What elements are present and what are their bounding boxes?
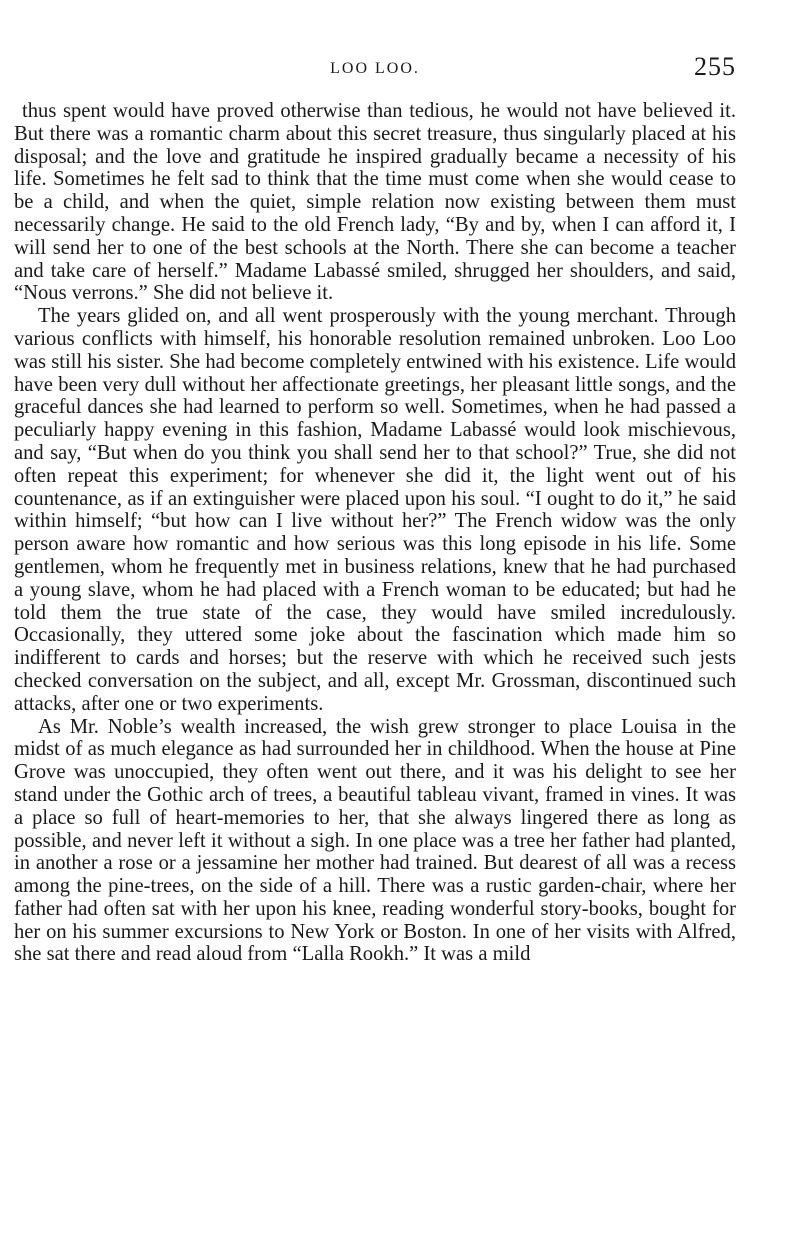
page-number: 255 [694,52,736,81]
running-title: LOO LOO. [330,60,420,77]
paragraph-continued: thus spent would have proved otherwise than tedious, he would not have believed it. But there was a romantic charm about this secret treasure, thus singularly placed at his disposal; and the love and gratitude he inspired gradually became a necessity of his life. Sometimes he felt sad to think that the time must come when she would cease to be a child, and when the quiet, simple relation now existing between them must necessarily change. He said to the old French lady, “By and by, when I can afford it, I will send her to one of the best schools at the North. There she can become a teacher and take care of herself.” Madame Labassé smiled, shrugged her shoulders, and said, “Nous verrons.” She did not believe it. [14,100,736,305]
paragraph: As Mr. Noble’s wealth increased, the wish grew stronger to place Louisa in the midst of as much elegance as had surrounded her in childhood. When the house at Pine Grove was unoccupied, they often went out there, and it was his delight to see her stand under the Gothic arch of trees, a beautiful tableau vivant, framed in vines. It was a place so full of heart-memories to her, that she always lingered there as long as possible, and never left it without a sigh. In one place was a tree her father had planted, in another a rose or a jessamine her mother had trained. But dearest of all was a recess among the pine-trees, on the side of a hill. There was a rustic garden-chair, where her father had often sat with her upon his knee, reading wonderful story-books, bought for her on his summer excursions to New York or Boston. In one of her visits with Alfred, she sat there and read aloud from “Lalla Rookh.” It was a mild [14,715,736,966]
body-text [14,100,736,966]
page-header [14,52,736,88]
paragraph: The years glided on, and all went prosperously with the young merchant. Through various conflicts with himself, his honorable resolution remained unbroken. Loo Loo was still his sister. She had become completely entwined with his existence. Life would have been very dull without her affectionate greetings, her pleasant little songs, and the graceful dances she had learned to perform so well. Sometimes, when he had passed a peculiarly happy evening in this fashion, Madame Labassé would look mischievous, and say, “But when do you think you shall send her to that school?” True, she did not often repeat this experiment; for whenever she did it, the light went out of his countenance, as if an extinguisher were placed upon his soul. “I ought to do it,” he said within himself; “but how can I live without her?” The French widow was the only person aware how romantic and how serious was this long episode in his life. Some gentlemen, whom he frequently met in business relations, knew that he had purchased a young slave, whom he had placed with a French woman to be educated; but had he told them the true state of the case, they would have smiled incredulously. Occasionally, they uttered some joke about the fascination which made him so indifferent to cards and horses; but the reserve with which he received such jests checked conversation on the subject, and all, except Mr. Grossman, discontinued such attacks, after one or two experiments. [14,305,736,715]
